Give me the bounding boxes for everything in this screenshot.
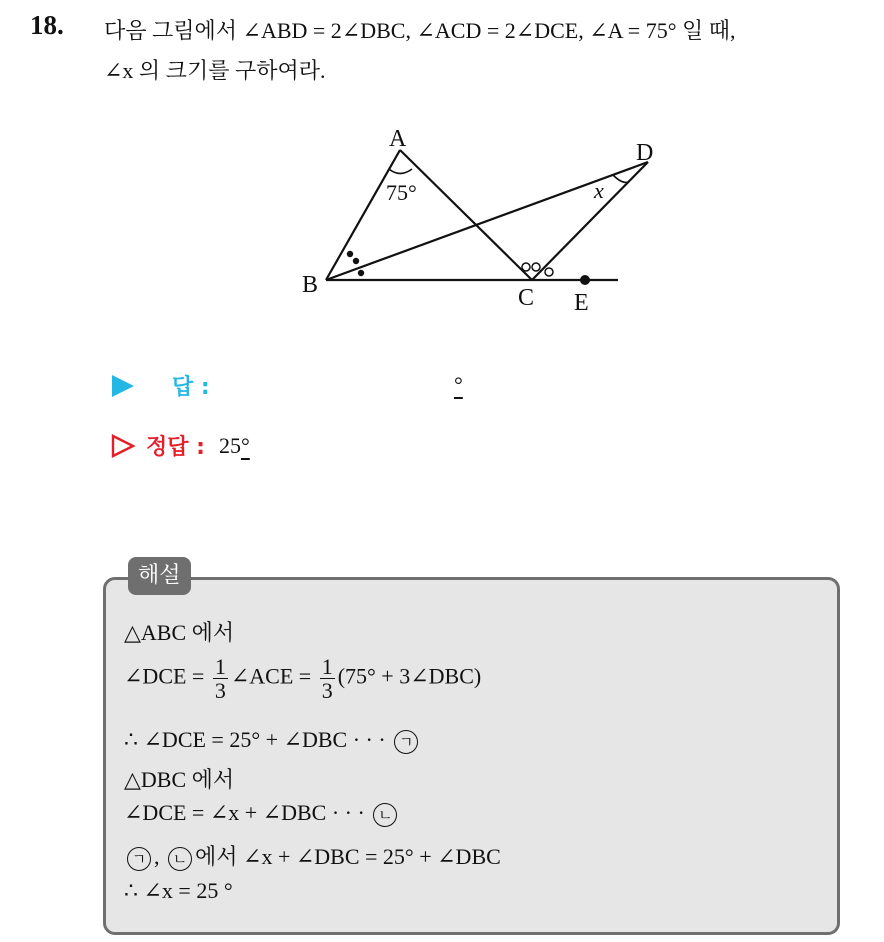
- answer-row: [110, 370, 210, 401]
- explanation-line-6: ㄱ , ㄴ 에서 ∠x + ∠DBC = 25° + ∠DBC: [124, 840, 501, 871]
- angle-a-value: 75°: [386, 180, 417, 205]
- explanation-line-3: ∴ ∠DCE = 25° + ∠DBC · · · ㄱ: [124, 727, 421, 754]
- explanation-line-7: ∴ ∠x = 25 °: [124, 878, 233, 903]
- vertex-label-d: D: [636, 140, 654, 166]
- angle-dbc-dot: [358, 270, 364, 276]
- point-e-dot: [580, 275, 590, 285]
- circled-giyeok-marker: ㄱ: [394, 730, 418, 754]
- vertex-label-c: C: [518, 285, 535, 311]
- angle-b-dot: [353, 258, 359, 264]
- explanation-line-4: △DBC 에서: [124, 767, 235, 792]
- angle-b-dot: [347, 251, 353, 257]
- circled-giyeok-marker: ㄱ: [127, 847, 151, 871]
- question-number: 18.: [30, 10, 64, 40]
- outline-triangle-icon: [110, 433, 136, 459]
- angle-x-arc: [613, 175, 628, 182]
- vertex-label-b: B: [302, 272, 319, 298]
- filled-triangle-icon: [110, 373, 136, 399]
- fraction-one-third: $\frac{1}{3}$: [321, 654, 333, 704]
- explanation-tag: 해설: [128, 557, 191, 595]
- angle-a-arc: [389, 169, 412, 174]
- question-text-line-2: ∠x 의 크기를 구하여라.: [104, 58, 326, 83]
- triangle-figure: [290, 120, 654, 320]
- question-text-line-1: 다음 그림에서 ∠ABD = 2∠DBC, ∠ACD = 2∠DCE, ∠A = 75° 일 때,: [104, 18, 736, 43]
- segment-cd: [532, 162, 648, 280]
- correct-answer-row: [110, 430, 250, 461]
- circled-nieun-marker: ㄴ: [168, 847, 192, 871]
- vertex-label-a: A: [389, 126, 407, 152]
- fraction-one-third: $\frac{1}{3}$: [214, 654, 226, 704]
- circled-nieun-marker: ㄴ: [373, 803, 397, 827]
- explanation-line-5: ∠DCE = ∠x + ∠DBC · · · ㄴ: [124, 800, 400, 827]
- angle-dce-mark: [545, 268, 553, 276]
- segment-ac: [400, 150, 532, 280]
- answer-label: 답 :: [172, 375, 210, 400]
- angle-x-label: x: [594, 178, 604, 203]
- correct-answer-value: 25°: [218, 432, 250, 458]
- explanation-line-2: ∠DCE = $\frac{1}{3}$ ∠ACE = $\frac{1}{3}$ (75° + 3∠DBC): [124, 654, 482, 704]
- explanation-line-1: △ABC 에서: [124, 620, 235, 645]
- answer-blank-unit[interactable]: °: [454, 372, 463, 397]
- correct-answer-label: 정답 :: [146, 435, 205, 460]
- angle-c-mark: [522, 263, 530, 271]
- vertex-label-e: E: [574, 290, 589, 316]
- angle-c-mark: [532, 263, 540, 271]
